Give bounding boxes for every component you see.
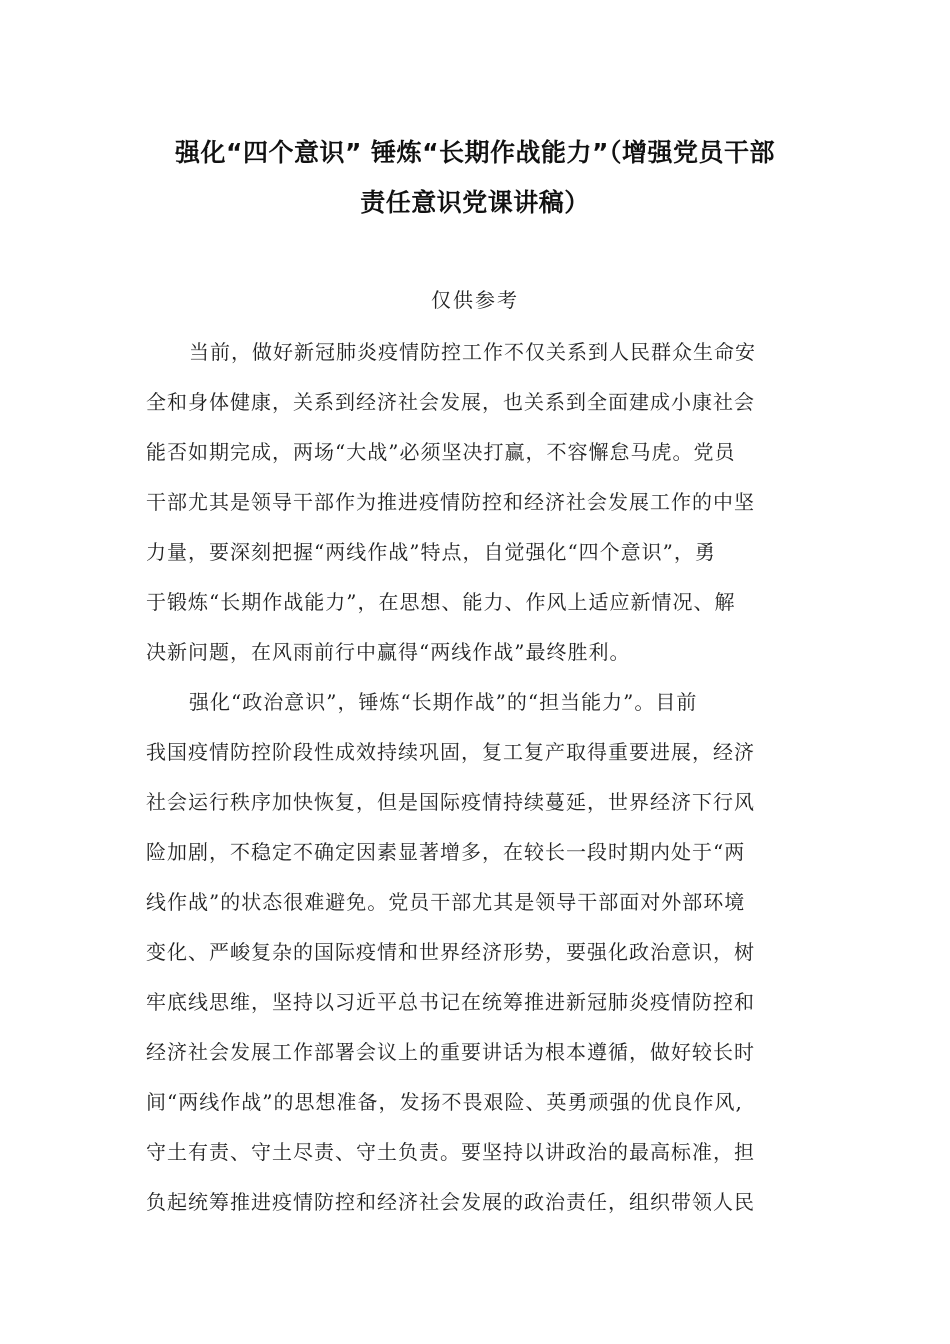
text-line: 经济社会发展工作部署会议上的重要讲话为根本遵循，做好较长时: [146, 1040, 755, 1064]
text-line: 全和身体健康，关系到经济社会发展，也关系到全面建成小康社会: [146, 390, 755, 414]
title-line: 责任意识党课讲稿）: [360, 188, 590, 217]
text-line: 当前，做好新冠肺炎疫情防控工作不仅关系到人民群众生命安: [189, 340, 756, 364]
text-line: 社会运行秩序加快恢复，但是国际疫情持续蔓延，世界经济下行风: [146, 790, 755, 814]
text-line: 负起统筹推进疫情防控和经济社会发展的政治责任，组织带领人民: [146, 1190, 755, 1214]
text-line: 决新问题，在风雨前行中赢得“两线作战”最终胜利。: [146, 640, 631, 664]
text-line: 力量，要深刻把握“两线作战”特点，自觉强化“四个意识”，勇: [146, 540, 716, 564]
text-line: 变化、严峻复杂的国际疫情和世界经济形势，要强化政治意识，树: [146, 940, 755, 964]
paragraph-intro: [146, 327, 800, 677]
text-line: 险加剧，不稳定不确定因素显著增多，在较长一段时期内处于“两: [146, 840, 746, 864]
text-line: 能否如期完成，两场“大战”必须坚决打赢，不容懈怠马虎。党员: [146, 440, 736, 464]
title-line: 强化“四个意识” 锤炼“长期作战能力”（增强党员干部: [175, 138, 775, 167]
document-body: [146, 327, 800, 1227]
document-title: [140, 128, 810, 228]
text-line: 间“两线作战”的思想准备，发扬不畏艰险、英勇顽强的优良作风,: [146, 1090, 743, 1114]
text-line: 于锻炼“长期作战能力”，在思想、能力、作风上适应新情况、解: [146, 590, 736, 614]
text-line: 守土有责、守土尽责、守土负责。要坚持以讲政治的最高标准，担: [146, 1140, 755, 1164]
text-line: 线作战”的状态很难避免。党员干部尤其是领导干部面对外部环境: [146, 890, 746, 914]
reference-note: 仅供参考: [431, 288, 519, 312]
text-line: 牢底线思维，坚持以习近平总书记在统筹推进新冠肺炎疫情防控和: [146, 990, 755, 1014]
text-line: 我国疫情防控阶段性成效持续巩固，复工复产取得重要进展，经济: [146, 740, 755, 764]
text-line: 强化“政治意识”，锤炼“长期作战”的“担当能力”。目前: [189, 690, 698, 714]
paragraph-political-awareness: [146, 677, 800, 1227]
text-line: 干部尤其是领导干部作为推进疫情防控和经济社会发展工作的中坚: [146, 490, 755, 514]
